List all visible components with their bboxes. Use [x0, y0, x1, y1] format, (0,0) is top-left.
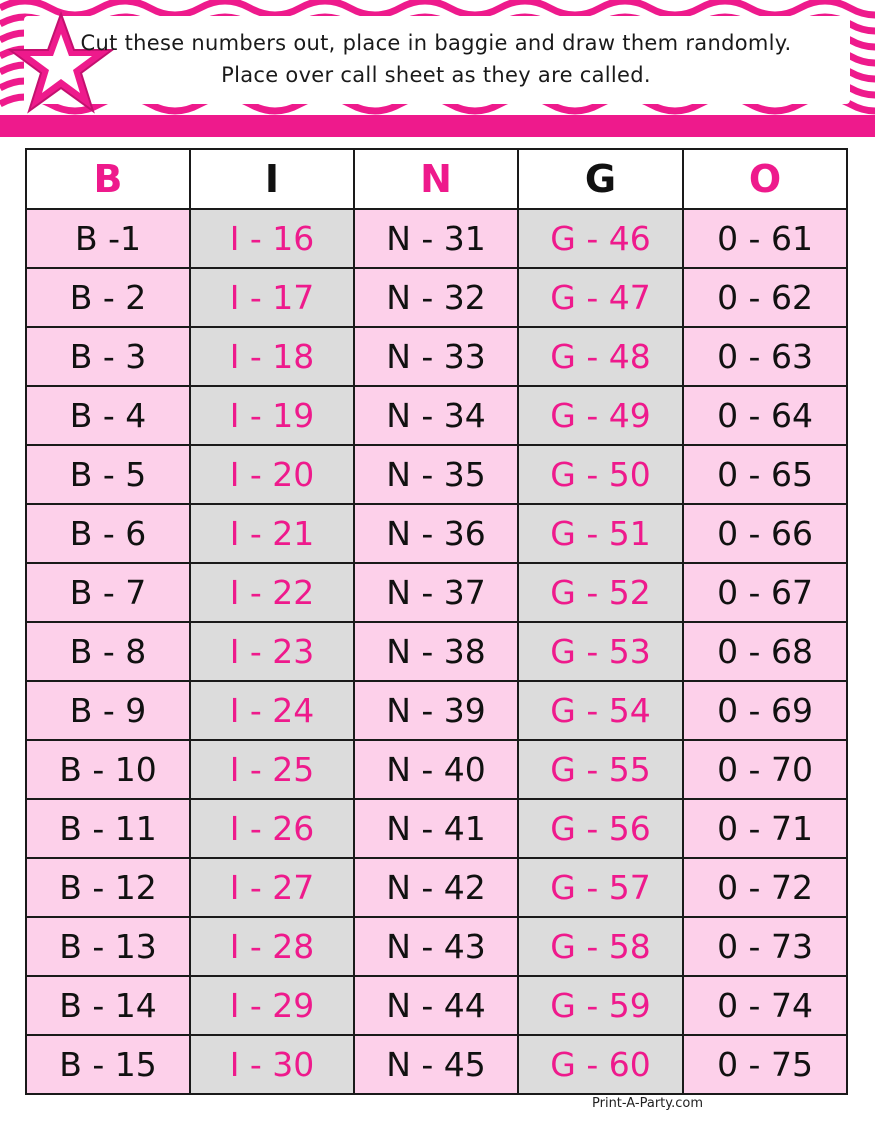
table-row [26, 858, 847, 917]
header-i: I [190, 149, 354, 209]
table-row [26, 1035, 847, 1094]
call-cell-i: I - 22 [190, 563, 354, 622]
call-cell-i: I - 25 [190, 740, 354, 799]
call-cell-n: N - 33 [354, 327, 518, 386]
call-cell-g: G - 58 [518, 917, 683, 976]
call-cell-g: G - 54 [518, 681, 683, 740]
call-cell-n: N - 37 [354, 563, 518, 622]
call-cell-b: B - 9 [26, 681, 190, 740]
table-row [26, 386, 847, 445]
call-cell-i: I - 30 [190, 1035, 354, 1094]
call-cell-g: G - 48 [518, 327, 683, 386]
call-cell-i: I - 17 [190, 268, 354, 327]
call-cell-i: I - 24 [190, 681, 354, 740]
call-cell-o: 0 - 75 [683, 1035, 847, 1094]
call-cell-g: G - 59 [518, 976, 683, 1035]
header-o: O [683, 149, 847, 209]
call-cell-i: I - 27 [190, 858, 354, 917]
call-cell-g: G - 60 [518, 1035, 683, 1094]
call-cell-o: 0 - 61 [683, 209, 847, 268]
table-row [26, 445, 847, 504]
call-cell-i: I - 29 [190, 976, 354, 1035]
call-cell-b: B - 5 [26, 445, 190, 504]
call-cell-o: 0 - 72 [683, 858, 847, 917]
call-cell-n: N - 35 [354, 445, 518, 504]
call-cell-n: N - 45 [354, 1035, 518, 1094]
call-cell-b: B - 2 [26, 268, 190, 327]
call-cell-o: 0 - 64 [683, 386, 847, 445]
call-cell-i: I - 20 [190, 445, 354, 504]
call-cell-b: B - 14 [26, 976, 190, 1035]
call-cell-o: 0 - 67 [683, 563, 847, 622]
call-cell-o: 0 - 74 [683, 976, 847, 1035]
call-cell-g: G - 57 [518, 858, 683, 917]
call-cell-b: B - 4 [26, 386, 190, 445]
table-row [26, 622, 847, 681]
table-row [26, 209, 847, 268]
header-row [26, 149, 847, 209]
call-cell-b: B - 8 [26, 622, 190, 681]
call-cell-g: G - 51 [518, 504, 683, 563]
call-cell-b: B - 7 [26, 563, 190, 622]
header-b: B [26, 149, 190, 209]
call-cell-b: B - 15 [26, 1035, 190, 1094]
table-row [26, 740, 847, 799]
call-cell-i: I - 19 [190, 386, 354, 445]
call-cell-o: 0 - 65 [683, 445, 847, 504]
call-cell-i: I - 21 [190, 504, 354, 563]
header-g: G [518, 149, 683, 209]
table-row [26, 268, 847, 327]
call-cell-i: I - 16 [190, 209, 354, 268]
call-cell-b: B - 11 [26, 799, 190, 858]
call-cell-o: 0 - 73 [683, 917, 847, 976]
call-cell-b: B - 13 [26, 917, 190, 976]
table-row [26, 917, 847, 976]
call-cell-o: 0 - 71 [683, 799, 847, 858]
call-cell-o: 0 - 69 [683, 681, 847, 740]
header-n: N [354, 149, 518, 209]
call-cell-g: G - 49 [518, 386, 683, 445]
call-cell-i: I - 28 [190, 917, 354, 976]
call-cell-o: 0 - 66 [683, 504, 847, 563]
footer-credit: Print-A-Party.com [592, 1096, 704, 1111]
call-cell-g: G - 53 [518, 622, 683, 681]
call-cell-o: 0 - 70 [683, 740, 847, 799]
call-cell-b: B - 10 [26, 740, 190, 799]
call-cell-n: N - 42 [354, 858, 518, 917]
call-cell-i: I - 18 [190, 327, 354, 386]
call-cell-g: G - 55 [518, 740, 683, 799]
table-row [26, 681, 847, 740]
call-cell-n: N - 32 [354, 268, 518, 327]
call-cell-b: B -1 [26, 209, 190, 268]
pink-bar [0, 115, 875, 137]
call-cell-o: 0 - 62 [683, 268, 847, 327]
call-cell-i: I - 23 [190, 622, 354, 681]
call-cell-g: G - 52 [518, 563, 683, 622]
call-cell-n: N - 43 [354, 917, 518, 976]
call-cell-o: 0 - 63 [683, 327, 847, 386]
call-cell-n: N - 41 [354, 799, 518, 858]
table-row [26, 327, 847, 386]
call-cell-i: I - 26 [190, 799, 354, 858]
call-cell-n: N - 31 [354, 209, 518, 268]
call-cell-b: B - 3 [26, 327, 190, 386]
call-cell-g: G - 46 [518, 209, 683, 268]
call-cell-g: G - 56 [518, 799, 683, 858]
call-cell-o: 0 - 68 [683, 622, 847, 681]
call-cell-n: N - 40 [354, 740, 518, 799]
call-cell-n: N - 36 [354, 504, 518, 563]
instruction-box [24, 16, 850, 104]
table-row [26, 504, 847, 563]
call-cell-b: B - 6 [26, 504, 190, 563]
table-row [26, 976, 847, 1035]
call-cell-b: B - 12 [26, 858, 190, 917]
instruction-line-2: Place over call sheet as they are called. [221, 63, 651, 87]
call-cell-g: G - 50 [518, 445, 683, 504]
call-cell-n: N - 38 [354, 622, 518, 681]
bingo-call-grid [25, 148, 848, 1095]
call-cell-n: N - 34 [354, 386, 518, 445]
instruction-line-1: Cut these numbers out, place in baggie and draw them randomly. [80, 31, 792, 55]
call-cell-n: N - 39 [354, 681, 518, 740]
call-cell-n: N - 44 [354, 976, 518, 1035]
table-row [26, 563, 847, 622]
call-cell-g: G - 47 [518, 268, 683, 327]
table-row [26, 799, 847, 858]
